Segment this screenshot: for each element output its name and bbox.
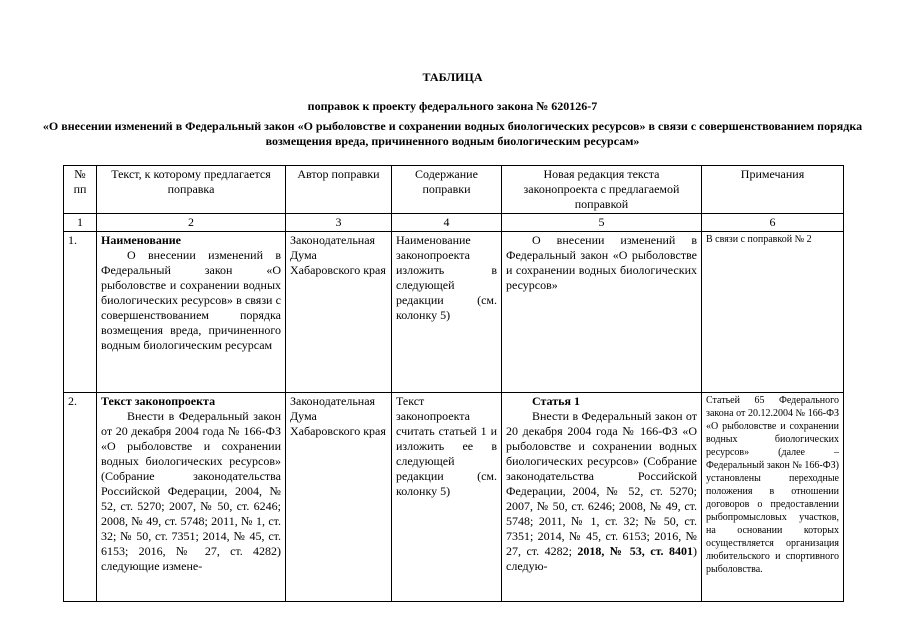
- new-text-main: Внести в Федеральный закон от 20 декабря 2004 года № 166-ФЗ «О рыболовстве и сохранении водных биологических ресурсов» (Собрание законодательства Российской Федерации, 2004, № 52, ст. 5270; 2007, № 50, ст. 6246; 2008, № 49, ст. 5748; 2011, № 1, ст. 32; № 50, ст. 7351; 2014, № 45, ст. 6153; 2016, № 27, ст. 4282;: [506, 409, 697, 558]
- new-text-body: [506, 409, 697, 574]
- column-number-row: [64, 214, 844, 232]
- column-number: 4: [392, 214, 502, 232]
- original-text-body: Внести в Федеральный закон от 20 декабря 2004 года № 166-ФЗ «О рыболовстве и сохранении водных биологических ресурсов» (Собрание законодательства Российской Федерации, 2004, № 52, ст. 5270; 2007, № 50, ст. 6246; 2008, № 49, ст. 5748; 2011, № 1, ст. 32; № 50, ст. 7351; 2014, № 45, ст. 6153; 2016, № 27, ст. 4282) следующие измене-: [101, 409, 281, 573]
- document-subtitle: поправок к проекту федерального закона № 620126-7: [307, 99, 598, 113]
- row-number: 2.: [64, 393, 97, 602]
- notes-cell: Статьей 65 Федерального закона от 20.12.2004 № 166-ФЗ «О рыболовстве и сохранении водных биологических ресурсов» (далее – Федеральный закон № 166-ФЗ) установлены переходные положения в отношении договоров о предоставлении рыбопромысловых участков, на основании которых осуществляется организация любительского и спортивного рыболовства.: [702, 393, 844, 602]
- row-number: 1.: [64, 232, 97, 393]
- header-content: Содержание поправки: [392, 166, 502, 214]
- author-cell: Законодательная Дума Хабаровского края: [286, 393, 392, 602]
- content-cell: Наименование законопроекта изложить в следующей редакции (см. колонку 5): [392, 232, 502, 393]
- new-text-article-title: Статья 1: [532, 394, 580, 408]
- amendments-table: [63, 165, 844, 602]
- table-row: [64, 232, 844, 393]
- column-number: 3: [286, 214, 392, 232]
- table-header-row: [64, 166, 844, 214]
- header-num: № пп: [64, 166, 97, 214]
- header-original-text: Текст, к которому предлагается поправка: [97, 166, 286, 214]
- original-text-title: Текст законопроекта: [101, 394, 216, 408]
- header-new-text: Новая редакция текста законопроекта с предлагаемой поправкой: [502, 166, 702, 214]
- new-text-cell: [502, 393, 702, 602]
- notes-cell: В связи с поправкой № 2: [702, 232, 844, 393]
- new-text-bold-citation: 2018, № 53, ст. 8401: [577, 544, 693, 558]
- new-text-continuation: ) следую-: [506, 544, 697, 573]
- original-text-title: Наименование: [101, 233, 181, 247]
- column-number: 2: [97, 214, 286, 232]
- header-notes: Примечания: [702, 166, 844, 214]
- law-title: «О внесении изменений в Федеральный закон «О рыболовстве и сохранении водных биологических ресурсов» в связи с совершенствованием порядка возмещения вреда, причиненного водным биологическим ресурсам»: [42, 119, 863, 148]
- column-number: 6: [702, 214, 844, 232]
- author-cell: Законодательная Дума Хабаровского края: [286, 232, 392, 393]
- new-text-body: О внесении изменений в Федеральный закон «О рыболовстве и сохранении водных биологических ресурсов»: [506, 233, 697, 292]
- column-number: 1: [64, 214, 97, 232]
- new-text-cell: [502, 232, 702, 393]
- original-text-body: О внесении изменений в Федеральный закон «О рыболовстве и сохранении водных биологических ресурсов» в связи с совершенствованием порядка возмещения вреда, причиненного водным биологическим ресурсам: [101, 248, 281, 352]
- header-author: Автор поправки: [286, 166, 392, 214]
- content-cell: Текст законопроекта считать статьей 1 и изложить ее в следующей редакции (см. колонку 5): [392, 393, 502, 602]
- table-row: [64, 393, 844, 602]
- original-text-cell: [97, 393, 286, 602]
- original-text-cell: [97, 232, 286, 393]
- document-title: ТАБЛИЦА: [422, 70, 483, 84]
- column-number: 5: [502, 214, 702, 232]
